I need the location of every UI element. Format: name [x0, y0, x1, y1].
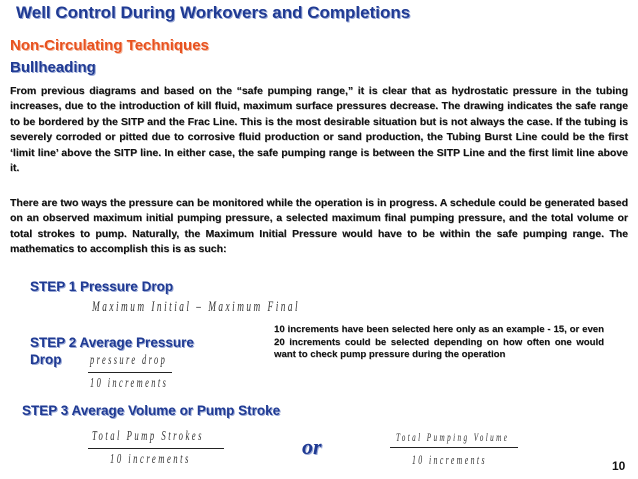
step-3-option-2-denominator: 10 increments: [412, 452, 487, 467]
step-3-option-1-denominator: 10 increments: [110, 452, 191, 467]
page-title: Well Control During Workovers and Completions: [16, 3, 411, 22]
step-1-label: STEP 1 Pressure Drop: [30, 279, 174, 294]
body-paragraph-1: From previous diagrams and based on the “safe pumping range,” it is clear that as hydrostatic pressure in the tubing increases, due to the introduction of kill fluid, maximum surface pressures decrease. The drawing indicates the safe range to be bordered by the SITP and the Frac Line. This is the most desirable situation but is not always the case. If the tubing is severely corroded or pitted due to corrosive fluid production or sand production, the Tubing Burst Line could be the first ‘limit line’ above the SITP line. In either case, the safe pumping range is between the SITP Line and the first limit line above it.: [10, 85, 628, 175]
step-2-label-continued: Drop: [30, 352, 62, 367]
body-paragraph-2: There are two ways the pressure can be monitored while the operation is in progress. A schedule could be generated based on an observed maximum initial pumping pressure, a selected maximum final pumping pressure, and the total volume or total strokes to pump. Naturally, the Maximum Initial Pressure would have to be within the safe pumping range. The mathematics to accomplish this is as such:: [10, 197, 628, 256]
step-3-option-2-numerator: Total Pumping Volume: [396, 430, 510, 444]
step-2-numerator: pressure drop: [90, 353, 168, 368]
step-2-fraction-bar: [88, 372, 172, 373]
step-2-label: STEP 2 Average Pressure: [30, 335, 194, 350]
step-3-label: STEP 3 Average Volume or Pump Stroke: [22, 403, 281, 418]
step-3-option-1-numerator: Total Pump Strokes: [92, 429, 204, 444]
step-1-formula: Maximum Initial – Maximum Final: [92, 299, 301, 315]
page-subtitle: Non-Circulating Techniques: [10, 37, 209, 54]
page-number: 10: [612, 459, 626, 473]
step-2-denominator: 10 increments: [90, 376, 169, 391]
step-3-option-1-fraction-bar: [88, 448, 224, 449]
increments-note: 10 increments have been selected here only as an example - 15, or even 20 increments could be selected depending on how often one would want to check pump pressure during the operation: [274, 324, 604, 360]
step-3-option-2-fraction-bar: [390, 447, 518, 448]
section-heading: Bullheading: [10, 59, 96, 76]
or-separator: or: [302, 434, 322, 459]
